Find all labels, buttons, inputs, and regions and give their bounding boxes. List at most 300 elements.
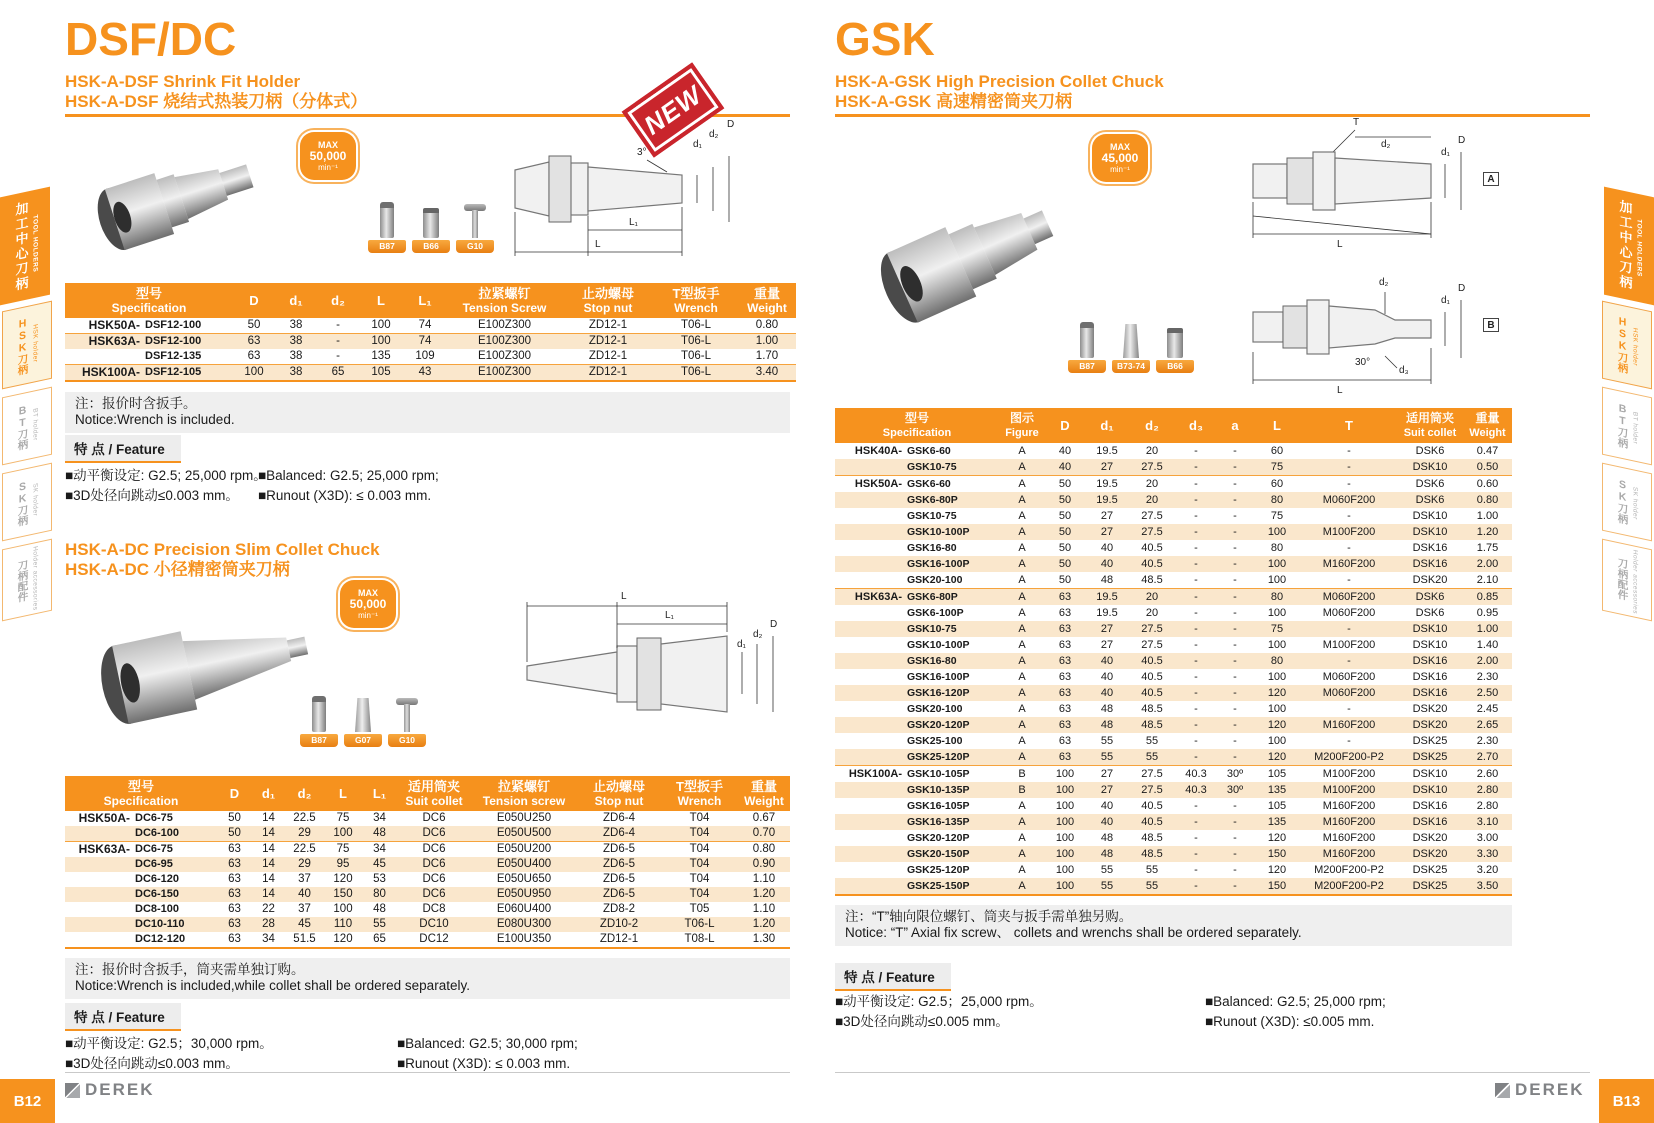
spec-value: 74 [403, 334, 447, 350]
table-row [835, 717, 1512, 733]
spec-value: 40 [1100, 558, 1114, 570]
spec-value: 30º [1226, 784, 1244, 796]
accessory-icons [300, 692, 426, 747]
dim-l1: L₁ [629, 217, 638, 228]
spec-value: 3.40 [738, 365, 796, 382]
dim-d2: d₂ [709, 129, 719, 140]
spec-value: 80 [1270, 542, 1284, 554]
table-row [835, 862, 1512, 878]
spec-value: 63 [228, 858, 241, 870]
model-name: DC8-100 [135, 903, 180, 915]
table-row [835, 637, 1512, 653]
spec-value: ZD12-1 [588, 319, 628, 331]
spec-value: - [1194, 655, 1198, 667]
spec-value: 37 [298, 903, 311, 915]
spec-value: 3.00 [1476, 832, 1499, 844]
sidebar-tab-bt-holder[interactable] [2, 387, 52, 466]
series-group-label [835, 621, 903, 637]
spec-value: 2.60 [1463, 766, 1512, 783]
spec-value: 100 [1267, 558, 1287, 570]
feature-bullet: ■动平衡设定: G2.5；25,000 rpm。 [835, 994, 1043, 1009]
table-row [65, 872, 790, 887]
max-label: MAX [1110, 142, 1130, 152]
sidebar-tab-bt-holder[interactable] [1602, 387, 1652, 466]
spec-value: DSK6 [1415, 607, 1445, 619]
spec-value: 20 [1145, 494, 1159, 506]
dim-d2: d₂ [1381, 139, 1391, 150]
table-row [835, 476, 1512, 493]
spec-value: 100 [1267, 607, 1287, 619]
spec-value: - [1347, 735, 1351, 747]
dc-holder-photo [70, 580, 335, 745]
spec-value: 0.80 [755, 319, 779, 331]
model-name: GSK16-105P [907, 800, 970, 812]
spec-value: - [1233, 526, 1237, 538]
feature-bullet: ■Balanced: G2.5; 25,000 rpm; [258, 468, 439, 483]
spec-value: 1.75 [1476, 542, 1499, 554]
icon-tag: B73-74 [1112, 360, 1150, 373]
spec-value: 3.10 [1476, 816, 1499, 828]
column-header: D [217, 776, 252, 811]
column-header: 适用筒夹 Suit collet [397, 776, 471, 811]
spec-value: DSK16 [1412, 558, 1448, 570]
spec-value: 27 [1100, 784, 1114, 796]
spec-value: ZD6-4 [603, 827, 635, 839]
spec-value: 135 [1267, 816, 1287, 828]
model-name: GSK16-100P [907, 558, 970, 570]
spec-value: 40 [1100, 542, 1114, 554]
table-row [835, 685, 1512, 701]
spec-value: - [1233, 671, 1237, 683]
spec-value: 48.5 [1141, 719, 1163, 731]
spec-value: 1.70 [755, 350, 779, 362]
model-name: DC10-110 [135, 918, 185, 930]
spec-value: 40 [298, 888, 311, 900]
spec-value: 120 [1267, 751, 1287, 763]
derek-logo-icon [1495, 1083, 1510, 1098]
spec-value: DSK16 [1412, 542, 1448, 554]
spec-value: 40 [1058, 461, 1072, 473]
spec-value: 55 [1145, 880, 1159, 892]
table-row [835, 621, 1512, 637]
spec-value: 14 [262, 812, 275, 824]
dim-d: D [1458, 135, 1466, 146]
spec-value: 2.00 [1476, 558, 1499, 570]
note-cn: 注：报价时含扳手，筒夹需单独订购。 [75, 962, 305, 977]
spec-value: 2.50 [1476, 687, 1499, 699]
spec-value: ZD6-5 [603, 858, 635, 870]
model-name: GSK20-120P [907, 832, 970, 844]
spec-value: 0.67 [752, 812, 776, 824]
spec-value: 14 [252, 842, 285, 858]
model-name: GSK25-150P [907, 880, 970, 892]
brand-logo [1495, 1080, 1585, 1100]
spec-value: 19.5 [1085, 476, 1129, 493]
series-group-label: HSK50A- [835, 476, 903, 493]
spec-value: - [1233, 800, 1237, 812]
spec-value: 100 [1055, 800, 1075, 812]
feature-bullet: ■Balanced: G2.5; 25,000 rpm; [1205, 994, 1386, 1009]
spec-value: 1.10 [752, 903, 776, 915]
table-row [835, 701, 1512, 717]
spec-value: DC6 [422, 888, 446, 900]
spec-value: 135 [1267, 784, 1287, 796]
spec-value: 40 [1100, 816, 1114, 828]
column-header: 型号 Specification [65, 283, 233, 318]
note-en: Notice:Wrench is included,while collet shall be ordered separately. [75, 978, 470, 993]
spec-value: 150 [1267, 848, 1287, 860]
feature-bullet: ■3D处径向跳动≤0.005 mm。 [835, 1014, 1009, 1029]
column-header: 适用筒夹 Suit collet [1397, 408, 1463, 443]
accessory-icons [1068, 318, 1194, 373]
spec-value: - [1233, 510, 1237, 522]
gsk-note [835, 905, 1512, 946]
dim-l: L [621, 591, 627, 602]
spec-value: - [1233, 816, 1237, 828]
spec-value: 63 [1058, 751, 1072, 763]
spec-value: - [1194, 558, 1198, 570]
spec-value: 55 [1100, 735, 1114, 747]
spec-value: DC12 [419, 933, 449, 945]
series-group-label [835, 814, 903, 830]
t-wrench-icon [456, 198, 494, 253]
spec-value: - [1194, 719, 1198, 731]
sidebar-tab-label: 加工中心刀柄 [13, 200, 29, 294]
spec-value: M060F200 [1322, 607, 1376, 619]
spec-value: 2.10 [1476, 574, 1499, 586]
table-row [835, 733, 1512, 749]
spec-value: A [1018, 735, 1026, 747]
dim-d1: d₁ [1441, 147, 1450, 158]
spec-value: - [336, 350, 340, 362]
column-header: d₂ [317, 283, 359, 318]
series-group-label: HSK63A- [65, 842, 131, 858]
column-header: T型扳手 Wrench [661, 776, 738, 811]
spec-value: E100Z300 [477, 350, 532, 362]
model-name: GSK6-80P [903, 589, 999, 606]
sidebar-tab-holder-accessories[interactable] [1602, 539, 1652, 622]
note-cn: 注：报价时含扳手。 [75, 396, 197, 411]
series-group-label [835, 540, 903, 556]
spec-value: - [1233, 848, 1237, 860]
sidebar-tab-tool-holders[interactable] [1604, 187, 1654, 306]
spec-value: 48 [373, 827, 386, 839]
spec-value: DSK10 [1412, 526, 1448, 538]
spec-value: 27 [1100, 639, 1114, 651]
spec-value: T04 [689, 888, 710, 900]
series-group-label [65, 857, 131, 872]
spec-value: T06-L [684, 918, 715, 930]
spec-value: - [1194, 526, 1198, 538]
spec-value: 40.3 [1175, 766, 1217, 783]
spec-value: T04 [689, 812, 710, 824]
spec-value: DC6 [422, 858, 446, 870]
spec-value: 0.60 [1463, 476, 1512, 493]
spec-value: DSK20 [1412, 574, 1448, 586]
spec-value: - [1194, 735, 1198, 747]
spec-value: 48 [373, 903, 386, 915]
spec-value: 14 [262, 888, 275, 900]
spec-value: A [1018, 848, 1026, 860]
spec-value: 63 [1058, 703, 1072, 715]
series-group-label [835, 653, 903, 669]
spec-value: 37 [298, 873, 311, 885]
column-header: L₁ [403, 283, 447, 318]
spec-value: - [1347, 445, 1351, 457]
spec-value: 80 [373, 888, 386, 900]
max-label: MAX [358, 588, 378, 598]
column-header: 止动螺母 Stop nut [577, 776, 661, 811]
spec-value: - [1175, 476, 1217, 493]
spec-value: 50 [247, 319, 261, 331]
spec-value: A [1018, 832, 1026, 844]
tension-screw-icon [368, 198, 406, 253]
dim-d2: d₂ [1379, 277, 1389, 288]
collet-icon [1112, 318, 1150, 373]
spec-value: 50 [1058, 510, 1072, 522]
spec-value: 100 [1267, 639, 1287, 651]
spec-value: 63 [1045, 589, 1085, 606]
spec-value: DC6 [422, 812, 446, 824]
sidebar-tab-holder-accessories[interactable] [2, 539, 52, 622]
spec-value: 27.5 [1141, 526, 1163, 538]
spec-value: 63 [228, 903, 241, 915]
dc-section-title-cn: HSK-A-DC 小径精密筒夹刀柄 [65, 560, 290, 579]
spec-value: - [1347, 703, 1351, 715]
spec-value: 63 [1058, 687, 1072, 699]
spec-value: 63 [1058, 639, 1072, 651]
page-number-right: B13 [1599, 1079, 1654, 1123]
spec-value: 55 [1145, 751, 1159, 763]
spec-value: ZD12-1 [588, 350, 628, 362]
spec-value: DSK10 [1412, 784, 1448, 796]
sidebar-tab-sublabel: BT holder [31, 407, 39, 442]
spec-value: - [1233, 864, 1237, 876]
spec-value: DC6 [397, 842, 471, 858]
spec-value: T04 [689, 858, 710, 870]
spec-value: DSK16 [1412, 671, 1448, 683]
sidebar-tab-sk-holder[interactable] [2, 463, 52, 542]
spec-value: M200F200-P2 [1314, 880, 1384, 892]
spec-value: 0.70 [752, 827, 776, 839]
spec-value: 65 [317, 365, 359, 382]
spec-value: 48.5 [1141, 703, 1163, 715]
spec-value: 48 [1100, 703, 1114, 715]
column-header: 重量 Weight [738, 283, 796, 318]
feature-bullet: ■3D处径向跳动≤0.003 mm。 [65, 488, 239, 503]
spec-value: - [1194, 623, 1198, 635]
spec-value: - [1233, 574, 1237, 586]
spec-value: M160F200 [1322, 816, 1376, 828]
dc-note [65, 958, 790, 999]
spec-value: M160F200 [1322, 848, 1376, 860]
spec-value: 75 [1270, 510, 1284, 522]
max-value: 50,000 [349, 597, 387, 611]
sidebar-tab-label: HSK刀柄 [16, 316, 29, 376]
table-row [65, 318, 796, 334]
spec-value: 51.5 [293, 933, 316, 945]
sidebar-tab-label: 刀柄配件 [16, 558, 29, 604]
spec-value: 20 [1129, 476, 1175, 493]
icon-tag: G07 [344, 734, 382, 747]
model-name: DC6-95 [135, 858, 173, 870]
sidebar-tab-label: SK刀柄 [16, 479, 29, 527]
spec-value: DC6 [422, 873, 446, 885]
max-unit: min⁻¹ [318, 163, 338, 172]
spec-value: M160F200 [1322, 719, 1376, 731]
spec-value: 1.00 [1476, 510, 1499, 522]
column-header: 型号 Specification [65, 776, 217, 811]
table-row [835, 605, 1512, 621]
spec-value: 22 [262, 903, 275, 915]
model-name: GSK10-75 [907, 623, 957, 635]
icon-tag: B66 [1156, 360, 1194, 373]
spec-value: 55 [1100, 751, 1114, 763]
spec-value: M200F200-P2 [1314, 751, 1384, 763]
sidebar-tab-sublabel: BT holder [1631, 410, 1639, 445]
dsf-note [65, 392, 790, 433]
spec-value: 48 [1100, 574, 1114, 586]
spec-value: 100 [333, 903, 353, 915]
icon-tag: B87 [1068, 360, 1106, 373]
spec-value: 20 [1145, 607, 1159, 619]
spec-value: DSK6 [1415, 445, 1445, 457]
t-wrench-icon [388, 692, 426, 747]
dim-d: D [727, 119, 735, 130]
spec-value: 50 [228, 827, 241, 839]
spec-value: T04 [661, 842, 738, 858]
spec-value: A [1018, 494, 1026, 506]
spec-value: 100 [359, 334, 403, 350]
spec-value: 0.47 [1476, 445, 1499, 457]
spec-value: - [1233, 558, 1237, 570]
spec-value: M100F200 [1322, 784, 1376, 796]
sidebar-tab-sk-holder[interactable] [1602, 463, 1652, 542]
sidebar-tab-sublabel: Holder accessories [1631, 548, 1639, 615]
spec-value: 120 [1267, 864, 1287, 876]
stop-nut-icon [412, 198, 450, 253]
spec-value: - [1194, 461, 1198, 473]
spec-value: 34 [373, 812, 386, 824]
column-header: L [359, 283, 403, 318]
sidebar-tab-label: 刀柄配件 [1616, 556, 1629, 602]
spec-value: 19.5 [1096, 445, 1118, 457]
series-group-label [835, 830, 903, 846]
column-header: 止动螺母 Stop nut [562, 283, 654, 318]
table-row [65, 365, 796, 382]
spec-value: 63 [1058, 623, 1072, 635]
spec-value: 48 [1100, 848, 1114, 860]
spec-value: 75 [1270, 623, 1284, 635]
model-name: GSK25-120P [907, 864, 970, 876]
spec-value: M100F200 [1301, 766, 1397, 783]
spec-value: 48.5 [1141, 832, 1163, 844]
model-name: DSF12-135 [145, 350, 202, 362]
spec-value: 2.30 [1476, 671, 1499, 683]
model-name: DC6-75 [135, 812, 173, 824]
spec-value: 100 [1055, 848, 1075, 860]
table-row [65, 811, 790, 826]
series-group-label [835, 605, 903, 621]
spec-value: M060F200 [1322, 494, 1376, 506]
spec-value: - [1233, 880, 1237, 892]
spec-value: A [1018, 671, 1026, 683]
footer-rule [835, 1072, 1590, 1073]
spec-value: - [1233, 639, 1237, 651]
sidebar-tab-tool-holders[interactable] [0, 187, 50, 306]
sidebar-tab-sublabel: TOOL HOLDERS [31, 214, 39, 274]
spec-value: 120 [333, 933, 353, 945]
spec-value: 40 [1100, 671, 1114, 683]
spec-value: 2.80 [1476, 800, 1499, 812]
model-name: GSK25-120P [907, 751, 970, 763]
spec-value: DSK10 [1412, 623, 1448, 635]
column-header: 拉紧螺钉 Tension Screw [447, 283, 562, 318]
spec-value: 120 [1267, 719, 1287, 731]
sidebar-tab-hsk-holder[interactable] [1602, 301, 1652, 390]
spec-value: - [1194, 800, 1198, 812]
series-group-label: HSK50A- [78, 811, 130, 825]
max-speed-badge [340, 580, 396, 628]
spec-value: 40.3 [1185, 784, 1207, 796]
series-group-label [835, 846, 903, 862]
icon-tag: B87 [300, 734, 338, 747]
spec-value: 1.20 [752, 888, 776, 900]
max-label: MAX [318, 140, 338, 150]
spec-value: E100U350 [496, 933, 552, 945]
spec-value: 27 [1100, 623, 1114, 635]
spec-value: DSK20 [1412, 832, 1448, 844]
spec-value: - [1233, 542, 1237, 554]
spec-value: - [1194, 671, 1198, 683]
spec-value: 20 [1129, 589, 1175, 606]
spec-value: 100 [1055, 784, 1075, 796]
spec-value: E050U200 [471, 842, 577, 858]
sidebar-tab-sublabel: HSK holder [1631, 326, 1639, 367]
spec-value: DSK10 [1412, 639, 1448, 651]
column-header: T型扳手 Wrench [654, 283, 738, 318]
sidebar-tab-label: HSK刀柄 [1616, 314, 1629, 374]
spec-value: 60 [1270, 445, 1284, 457]
spec-value: - [1194, 510, 1198, 522]
spec-value: M060F200 [1322, 671, 1376, 683]
spec-value: ZD6-4 [603, 812, 635, 824]
sidebar-tab-hsk-holder[interactable] [2, 301, 52, 390]
footer-rule [65, 1072, 790, 1073]
spec-value: A [1018, 510, 1026, 522]
spec-value: - [1175, 589, 1217, 606]
dsf-holder-photo [75, 128, 280, 263]
spec-value: ZD8-2 [603, 903, 635, 915]
spec-value: - [1301, 476, 1397, 493]
brand-name: DEREK [1515, 1080, 1585, 1099]
spec-value: 27.5 [1141, 639, 1163, 651]
figure-b-box: B [1483, 318, 1499, 332]
spec-value: DC6 [422, 827, 446, 839]
tension-screw-icon [1068, 318, 1106, 373]
max-speed-badge [1092, 134, 1148, 182]
spec-value: 1.30 [752, 933, 776, 945]
spec-value: 22.5 [293, 812, 316, 824]
spec-value: - [1233, 445, 1237, 457]
spec-value: 38 [275, 334, 317, 350]
column-header: d₁ [1085, 408, 1129, 443]
sidebar-tab-label: BT刀柄 [1616, 401, 1629, 449]
spec-value: 40 [1058, 445, 1072, 457]
spec-value: A [1018, 687, 1026, 699]
table-row [835, 878, 1512, 895]
spec-value: - [1233, 687, 1237, 699]
